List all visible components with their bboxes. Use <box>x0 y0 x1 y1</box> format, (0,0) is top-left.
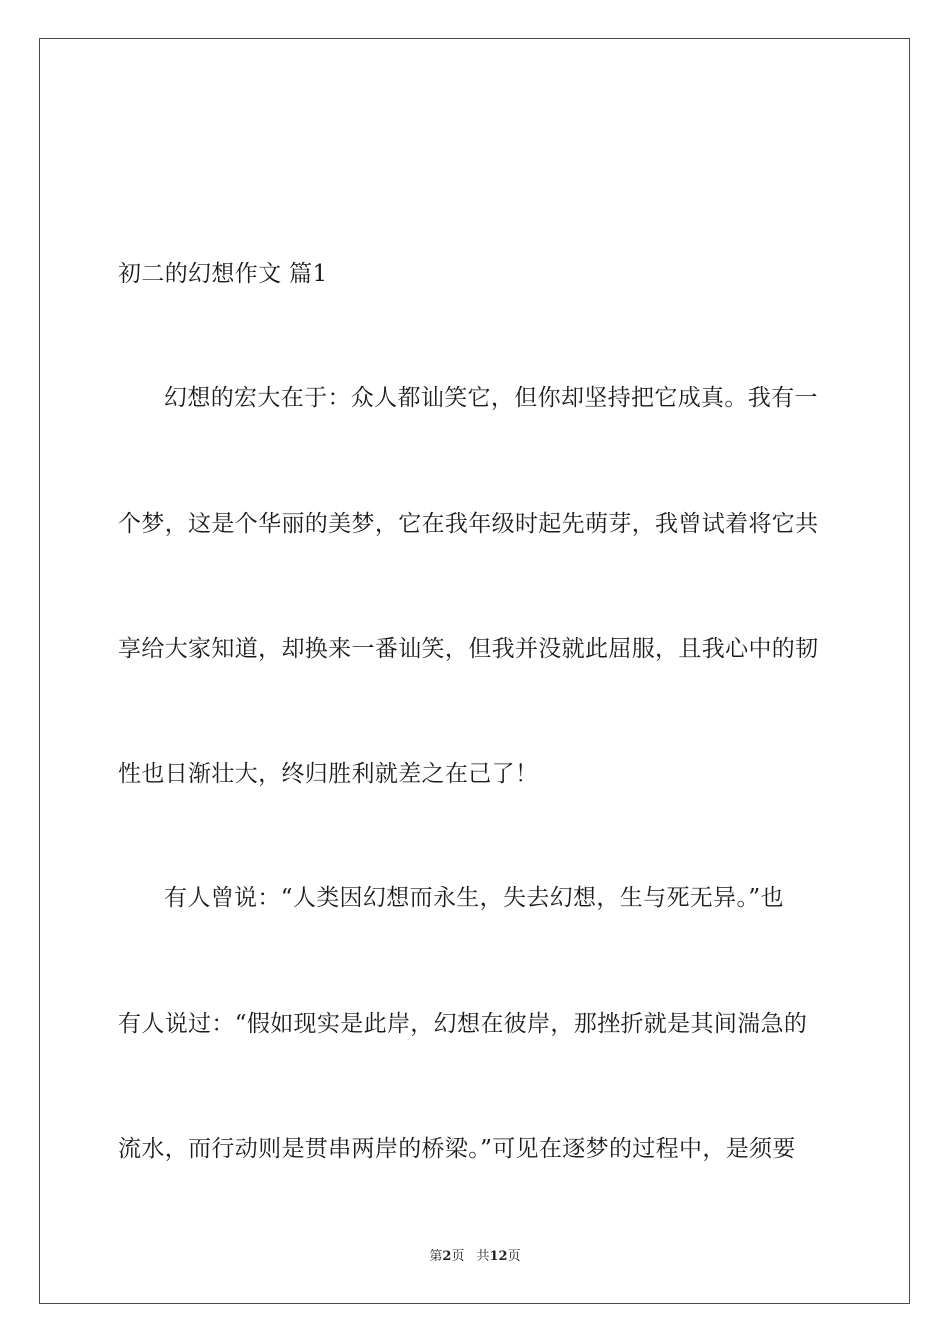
page-number: 第2页 <box>429 1249 465 1264</box>
paragraph-2-line-1: 有人曾说：“人类因幻想而永生，失去幻想，生与死无异。”也 <box>164 885 784 911</box>
page-total: 共12页 <box>476 1249 521 1264</box>
paragraph-2-line-3: 流水，而行动则是贯串两岸的桥梁。”可见在逐梦的过程中，是须要 <box>118 1136 796 1162</box>
page-footer <box>0 1249 950 1265</box>
paragraph-1-line-4: 性也日渐壮大，终归胜利就差之在己了！ <box>118 761 539 787</box>
paragraph-2-line-2: 有人说过：“假如现实是此岸，幻想在彼岸，那挫折就是其间湍急的 <box>118 1011 808 1037</box>
paragraph-1-line-1: 幻想的宏大在于：众人都讪笑它，但你却坚持把它成真。我有一 <box>164 385 818 411</box>
document-heading: 初二的幻想作文 篇1 <box>118 261 328 287</box>
page-border <box>39 38 910 1304</box>
paragraph-1-line-3: 享给大家知道，却换来一番讪笑，但我并没就此屈服，且我心中的韧 <box>118 636 819 662</box>
paragraph-1-line-2: 个梦，这是个华丽的美梦，它在我年级时起先萌芽，我曾试着将它共 <box>118 511 819 537</box>
